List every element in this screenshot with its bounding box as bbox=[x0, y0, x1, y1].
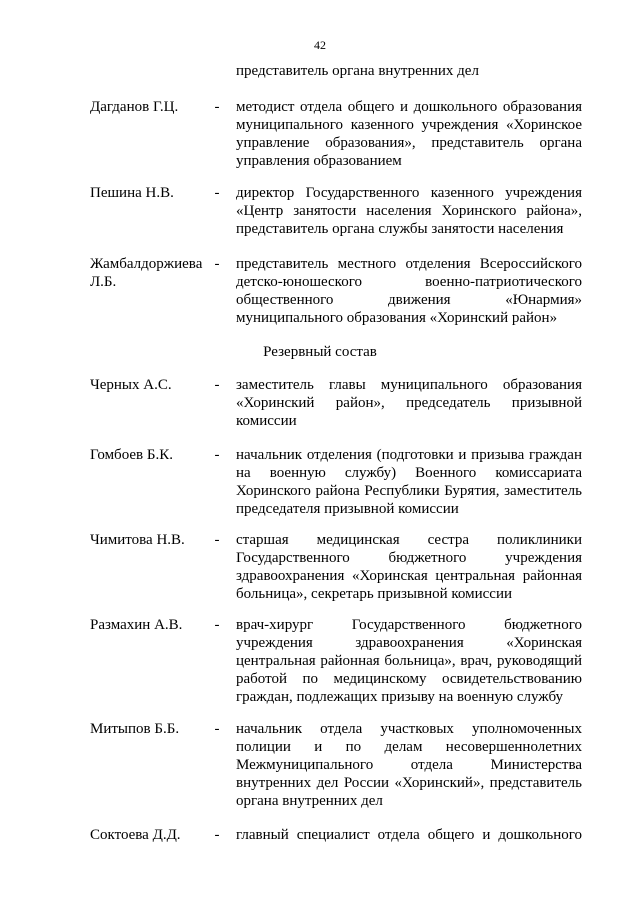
description-line: управления образованием bbox=[236, 153, 402, 169]
member-name-line: Соктоева Д.Д. bbox=[90, 827, 181, 843]
description-line: представитель местного отделения Всероссийского bbox=[236, 256, 582, 272]
description-line: главный специалист отдела общего и дошкольного bbox=[236, 827, 582, 843]
member-name bbox=[90, 720, 215, 738]
description-line: «Хоринский район», председатель призывной bbox=[236, 395, 582, 411]
description-line: врач-хирург Государственного бюджетного bbox=[236, 617, 582, 633]
description-line: работой по медицинскому освидетельствованию bbox=[236, 671, 582, 687]
dash-separator: - bbox=[214, 377, 220, 393]
description-line: граждан, подлежащих призыву на военную службу bbox=[236, 689, 564, 705]
description-line: заместитель главы муниципального образования bbox=[236, 377, 582, 393]
description-line: Хоринского района Республики Бурятия, заместитель bbox=[236, 483, 582, 499]
member-name bbox=[90, 255, 215, 291]
dash-separator: - bbox=[214, 827, 220, 843]
member-name-line: Пешина Н.В. bbox=[90, 185, 174, 201]
description-line: методист отдела общего и дошкольного образования bbox=[236, 99, 582, 115]
description-line: муниципального образования «Хоринский район» bbox=[236, 310, 558, 326]
member-description bbox=[236, 184, 582, 238]
page-number: 42 bbox=[314, 38, 326, 52]
dash-separator: - bbox=[214, 617, 220, 633]
dash-separator: - bbox=[214, 185, 220, 201]
member-description bbox=[236, 826, 582, 844]
description-line: председателя призывной комиссии bbox=[236, 501, 459, 517]
description-line: начальник отдела участковых уполномоченных bbox=[236, 721, 582, 737]
description-line: детско-юношеского военно-патриотического bbox=[236, 274, 582, 290]
dash-separator: - bbox=[214, 532, 220, 548]
member-name-line: Размахин А.В. bbox=[90, 617, 183, 633]
description-line: внутренних дел России «Хоринский», представитель bbox=[236, 775, 582, 791]
dash-separator: - bbox=[214, 256, 220, 272]
description-line: здравоохранения «Хоринская центральная районная bbox=[236, 568, 582, 584]
dash-separator: - bbox=[214, 721, 220, 737]
member-name-line: Гомбоев Б.К. bbox=[90, 447, 173, 463]
description-line: Государственного бюджетного учреждения bbox=[236, 550, 582, 566]
description-line: директор Государственного казенного учреждения bbox=[236, 185, 582, 201]
member-name bbox=[90, 616, 215, 634]
member-name-line: Митыпов Б.Б. bbox=[90, 721, 180, 737]
member-name bbox=[90, 531, 215, 549]
description-line: учреждения здравоохранения «Хоринская bbox=[236, 635, 582, 651]
dash-separator: - bbox=[214, 447, 220, 463]
description-line: центральная районная больница», врач, руководящий bbox=[236, 653, 582, 669]
member-name bbox=[90, 98, 215, 116]
member-description bbox=[236, 255, 582, 327]
member-name-line: Л.Б. bbox=[90, 274, 117, 290]
member-name bbox=[90, 184, 215, 202]
member-name-line: Чимитова Н.В. bbox=[90, 532, 185, 548]
continuation-text: представитель органа внутренних дел bbox=[236, 63, 479, 79]
description-line: управление образования», представитель органа bbox=[236, 135, 582, 151]
member-description bbox=[236, 720, 582, 810]
member-description bbox=[236, 616, 582, 706]
description-line: полиции и по делам несовершеннолетних bbox=[236, 739, 582, 755]
description-line: больница», секретарь призывной комиссии bbox=[236, 586, 513, 602]
member-name-line: Дагданов Г.Ц. bbox=[90, 99, 179, 115]
member-name bbox=[90, 826, 215, 844]
description-line: общественного движения «Юнармия» bbox=[236, 292, 582, 308]
member-name-line: Жамбалдоржиева bbox=[90, 256, 203, 272]
description-line: Межмуниципального отдела Министерства bbox=[236, 757, 582, 773]
section-title: Резервный состав bbox=[263, 344, 377, 360]
description-line: органа внутренних дел bbox=[236, 793, 383, 809]
member-description bbox=[236, 98, 582, 170]
member-description bbox=[236, 376, 582, 430]
description-line: начальник отделения (подготовки и призыва граждан bbox=[236, 447, 582, 463]
member-description bbox=[236, 531, 582, 603]
member-name bbox=[90, 446, 215, 464]
description-line: представитель органа службы занятости населения bbox=[236, 221, 564, 237]
description-line: «Центр занятости населения Хоринского района», bbox=[236, 203, 582, 219]
member-description bbox=[236, 446, 582, 518]
description-line: муниципального казенного учреждения «Хоринское bbox=[236, 117, 582, 133]
dash-separator: - bbox=[214, 99, 220, 115]
description-line: старшая медицинская сестра поликлиники bbox=[236, 532, 582, 548]
description-line: на военную службу) Военного комиссариата bbox=[236, 465, 582, 481]
description-line: комиссии bbox=[236, 413, 297, 429]
member-name-line: Черных А.С. bbox=[90, 377, 172, 393]
member-name bbox=[90, 376, 215, 394]
